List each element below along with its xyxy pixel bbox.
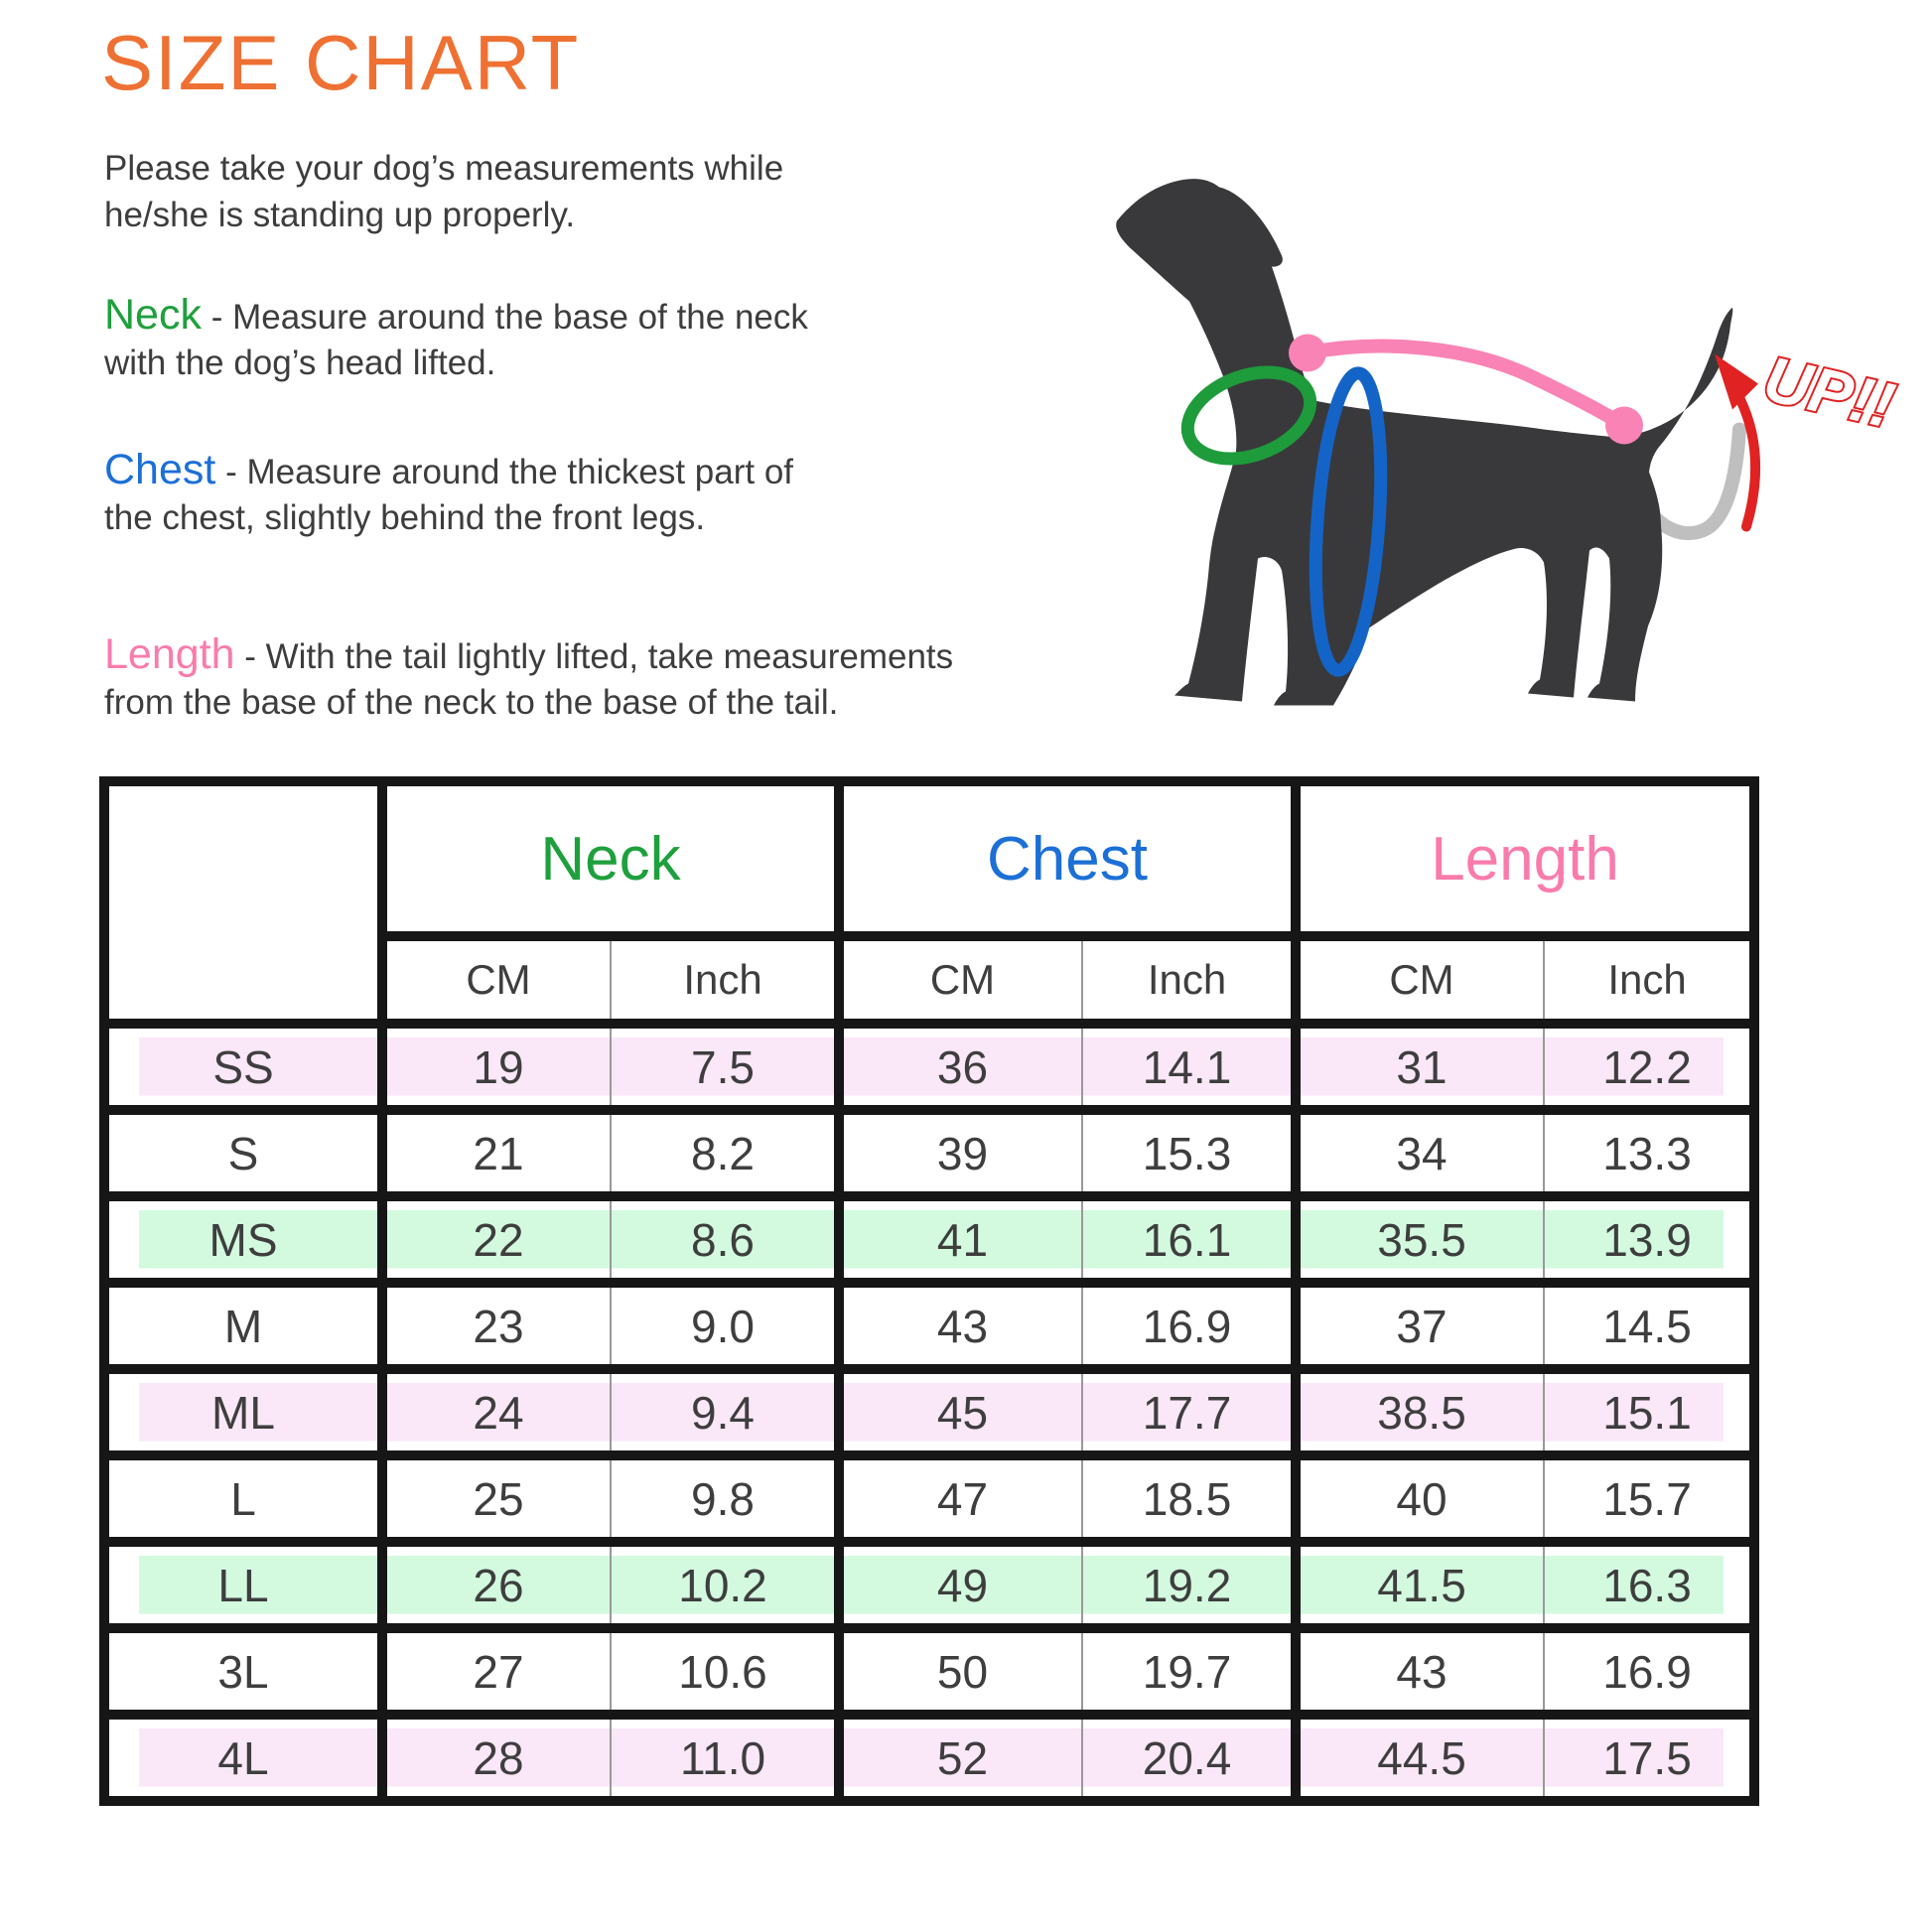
size-table-body	[104, 1024, 1754, 1801]
chest-cm-header: CM	[839, 936, 1082, 1024]
value-cell: 14.1	[1082, 1024, 1296, 1110]
value-cell: 49	[839, 1542, 1082, 1628]
page-title: SIZE CHART	[101, 19, 581, 106]
chest-column-header: Chest	[839, 781, 1296, 936]
value-cell: 36	[839, 1024, 1082, 1110]
size-label: 3L	[104, 1628, 382, 1715]
neck-cm-header: CM	[382, 936, 611, 1024]
length-line-rear-dot	[1605, 407, 1643, 445]
length-line-front-dot	[1289, 335, 1326, 372]
neck-instruction	[104, 292, 808, 386]
value-cell: 14.5	[1544, 1283, 1754, 1369]
value-cell: 15.7	[1544, 1455, 1754, 1542]
value-cell: 12.2	[1544, 1024, 1754, 1110]
table-row	[104, 1369, 1754, 1455]
size-label: SS	[104, 1024, 382, 1110]
value-cell: 19.7	[1082, 1628, 1296, 1715]
up-label: UP!!	[1757, 342, 1901, 442]
value-cell: 16.3	[1544, 1542, 1754, 1628]
value-cell: 19.2	[1082, 1542, 1296, 1628]
corner-cell	[104, 781, 382, 1024]
value-cell: 16.9	[1082, 1283, 1296, 1369]
value-cell: 16.1	[1082, 1196, 1296, 1283]
value-cell: 45	[839, 1369, 1082, 1455]
value-cell: 52	[839, 1715, 1082, 1801]
value-cell: 24	[382, 1369, 611, 1455]
size-label: ML	[104, 1369, 382, 1455]
value-cell: 35.5	[1296, 1196, 1544, 1283]
value-cell: 17.7	[1082, 1369, 1296, 1455]
tail-up-arrow-head	[1715, 354, 1758, 410]
dog-silhouette	[1116, 179, 1732, 705]
value-cell: 31	[1296, 1024, 1544, 1110]
table-row	[104, 1110, 1754, 1196]
value-cell: 41	[839, 1196, 1082, 1283]
value-cell: 47	[839, 1455, 1082, 1542]
value-cell: 38.5	[1296, 1369, 1544, 1455]
value-cell: 22	[382, 1196, 611, 1283]
chest-inch-header: Inch	[1082, 936, 1296, 1024]
neck-column-header: Neck	[382, 781, 839, 936]
chest-instruction-text: - Measure around the thickest part of	[215, 453, 794, 491]
value-cell: 13.3	[1544, 1110, 1754, 1196]
intro-line-2: he/she is standing up properly.	[104, 196, 576, 234]
length-column-header: Length	[1296, 781, 1754, 936]
size-label: M	[104, 1283, 382, 1369]
value-cell: 23	[382, 1283, 611, 1369]
value-cell: 43	[839, 1283, 1082, 1369]
length-instruction-text-2: from the base of the neck to the base of the tail.	[104, 683, 839, 722]
dog-measurement-diagram	[1047, 107, 1921, 748]
intro-text	[104, 145, 783, 238]
chest-instruction-text-2: the chest, slightly behind the front legs.	[104, 498, 706, 537]
length-cm-header: CM	[1296, 936, 1544, 1024]
value-cell: 43	[1296, 1628, 1544, 1715]
table-row	[104, 1283, 1754, 1369]
value-cell: 10.6	[611, 1628, 839, 1715]
value-cell: 15.1	[1544, 1369, 1754, 1455]
value-cell: 37	[1296, 1283, 1544, 1369]
value-cell: 15.3	[1082, 1110, 1296, 1196]
size-label: S	[104, 1110, 382, 1196]
value-cell: 13.9	[1544, 1196, 1754, 1283]
value-cell: 16.9	[1544, 1628, 1754, 1715]
chest-instruction	[104, 447, 793, 541]
neck-term: Neck	[104, 291, 202, 339]
group-header-row	[104, 781, 1754, 936]
value-cell: 25	[382, 1455, 611, 1542]
size-label: LL	[104, 1542, 382, 1628]
value-cell: 20.4	[1082, 1715, 1296, 1801]
neck-instruction-text: - Measure around the base of the neck	[201, 298, 808, 337]
size-label: MS	[104, 1196, 382, 1283]
length-term: Length	[104, 630, 235, 678]
table-row	[104, 1628, 1754, 1715]
value-cell: 50	[839, 1628, 1082, 1715]
table-row	[104, 1455, 1754, 1542]
value-cell: 8.2	[611, 1110, 839, 1196]
value-cell: 8.6	[611, 1196, 839, 1283]
length-inch-header: Inch	[1544, 936, 1754, 1024]
table-row	[104, 1715, 1754, 1801]
size-table-header	[104, 781, 1754, 1024]
chest-term: Chest	[104, 446, 216, 493]
value-cell: 17.5	[1544, 1715, 1754, 1801]
intro-line-1: Please take your dog’s measurements while	[104, 149, 784, 188]
table-row	[104, 1024, 1754, 1110]
value-cell: 28	[382, 1715, 611, 1801]
value-cell: 26	[382, 1542, 611, 1628]
value-cell: 9.4	[611, 1369, 839, 1455]
value-cell: 19	[382, 1024, 611, 1110]
value-cell: 40	[1296, 1455, 1544, 1542]
value-cell: 44.5	[1296, 1715, 1544, 1801]
neck-inch-header: Inch	[611, 936, 839, 1024]
value-cell: 9.0	[611, 1283, 839, 1369]
value-cell: 39	[839, 1110, 1082, 1196]
value-cell: 10.2	[611, 1542, 839, 1628]
value-cell: 21	[382, 1110, 611, 1196]
value-cell: 27	[382, 1628, 611, 1715]
table-row	[104, 1196, 1754, 1283]
size-table	[99, 776, 1759, 1806]
size-label: 4L	[104, 1715, 382, 1801]
length-instruction-text: - With the tail lightly lifted, take measurements	[234, 637, 954, 676]
value-cell: 7.5	[611, 1024, 839, 1110]
size-label: L	[104, 1455, 382, 1542]
value-cell: 41.5	[1296, 1542, 1544, 1628]
table-row	[104, 1542, 1754, 1628]
neck-instruction-text-2: with the dog’s head lifted.	[104, 344, 496, 382]
value-cell: 34	[1296, 1110, 1544, 1196]
value-cell: 18.5	[1082, 1455, 1296, 1542]
value-cell: 11.0	[611, 1715, 839, 1801]
value-cell: 9.8	[611, 1455, 839, 1542]
